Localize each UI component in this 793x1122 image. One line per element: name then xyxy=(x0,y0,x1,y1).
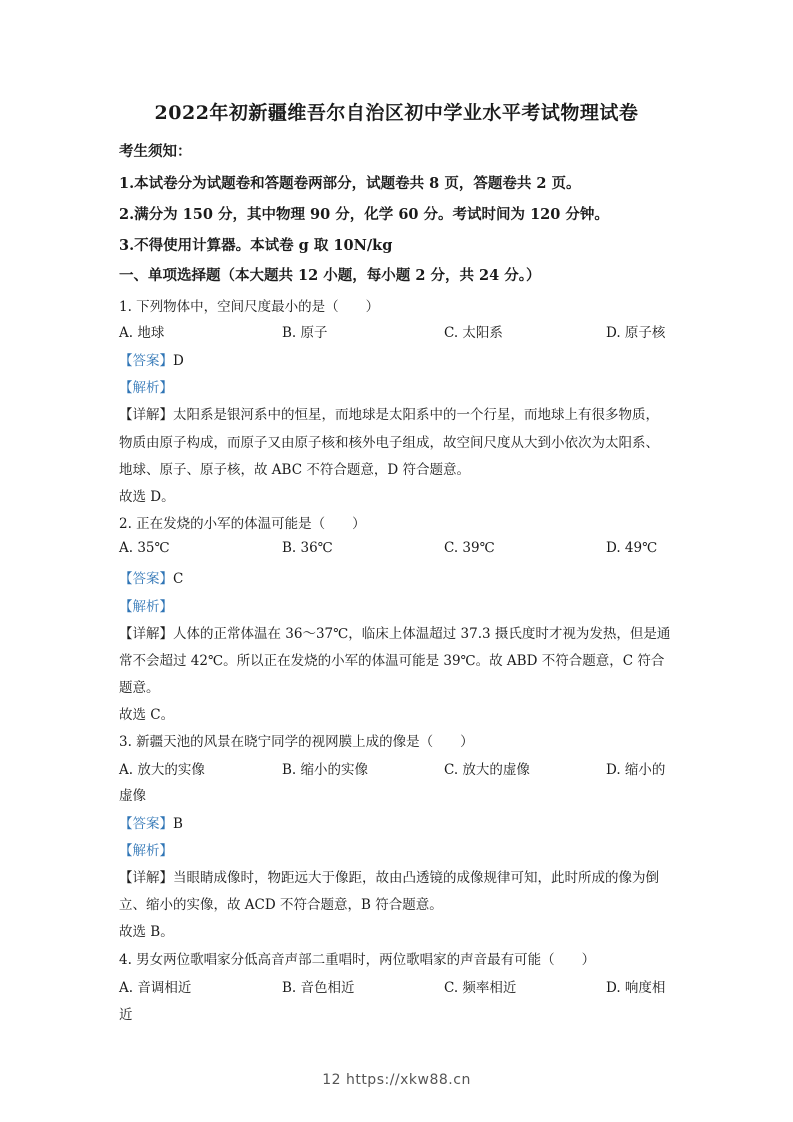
question-2-detail-line-1 xyxy=(119,622,679,642)
analysis-tag: 【解析】 xyxy=(119,380,173,396)
question-3-detail-line-1 xyxy=(119,866,679,886)
answer-tag: 【答案】 xyxy=(119,571,173,587)
question-1-stem: 1. 下列物体中，空间尺度最小的是（ ） xyxy=(119,299,380,315)
question-1-detail-line-1 xyxy=(119,403,679,423)
detail-tag: 【详解】 xyxy=(119,626,173,642)
question-3-option-a: A. 放大的实像 xyxy=(119,762,205,778)
notice-item-3: 3.不得使用计算器。本试卷 g 取 10N/kg xyxy=(119,237,393,254)
question-3-detail-line-2: 立、缩小的实像，故 ACD 不符合题意，B 符合题意。 xyxy=(119,897,443,913)
detail-tag: 【详解】 xyxy=(119,407,173,423)
page-title: 2022年初新疆维吾尔自治区初中学业水平考试物理试卷 xyxy=(154,102,639,124)
question-1-option-c: C. 太阳系 xyxy=(444,325,503,341)
question-4-option-a: A. 音调相近 xyxy=(119,980,192,996)
question-2-stem: 2. 正在发烧的小军的体温可能是（ ） xyxy=(119,516,366,532)
question-3-conclusion: 故选 B。 xyxy=(119,924,174,940)
question-2-analysis xyxy=(119,595,679,615)
question-1-detail-line-3: 地球、原子、原子核，故 ABC 不符合题意，D 符合题意。 xyxy=(119,462,470,478)
detail-text: 当眼睛成像时，物距远大于像距，故由凸透镜的成像规律可知，此时所成的像为倒 xyxy=(173,870,659,886)
answer-value: D xyxy=(173,353,184,369)
answer-tag: 【答案】 xyxy=(119,353,173,369)
notice-item-2: 2.满分为 150 分，其中物理 90 分，化学 60 分。考试时间为 120 分钟。 xyxy=(119,206,609,223)
question-1-answer xyxy=(119,349,679,369)
analysis-tag: 【解析】 xyxy=(119,843,173,859)
analysis-tag: 【解析】 xyxy=(119,599,173,615)
question-3-option-b: B. 缩小的实像 xyxy=(282,762,369,778)
detail-text: 人体的正常体温在 36～37℃，临床上体温超过 37.3 摄氏度时才视为发热，但是通 xyxy=(173,626,671,642)
question-3-analysis xyxy=(119,839,679,859)
question-1-conclusion: 故选 D。 xyxy=(119,489,175,505)
answer-value: C xyxy=(173,571,184,587)
detail-text: 太阳系是银河系中的恒星，而地球是太阳系中的一个行星，而地球上有很多物质， xyxy=(173,407,659,423)
question-1-analysis xyxy=(119,376,679,396)
question-3-stem: 3. 新疆天池的风景在晓宁同学的视网膜上成的像是（ ） xyxy=(119,734,474,750)
question-2-option-b: B. 36℃ xyxy=(282,540,333,556)
question-2-detail-line-2: 常不会超过 42℃。所以正在发烧的小军的体温可能是 39℃。故 ABD 不符合题意，C 符合 xyxy=(119,653,665,669)
detail-tag: 【详解】 xyxy=(119,870,173,886)
question-1-option-b: B. 原子 xyxy=(282,325,328,341)
answer-tag: 【答案】 xyxy=(119,816,173,832)
question-2-conclusion: 故选 C。 xyxy=(119,707,175,723)
question-3-option-wrap: 虚像 xyxy=(119,788,146,804)
section-heading: 一、单项选择题（本大题共 12 小题，每小题 2 分，共 24 分。） xyxy=(119,267,541,284)
question-3-answer xyxy=(119,812,679,832)
question-3-option-c: C. 放大的虚像 xyxy=(444,762,530,778)
question-2-detail-line-3: 题意。 xyxy=(119,680,160,696)
notice-heading: 考生须知： xyxy=(119,143,192,160)
answer-value: B xyxy=(173,816,183,832)
question-3-option-d: D. 缩小的 xyxy=(606,762,666,778)
question-4-stem: 4. 男女两位歌唱家分低高音声部二重唱时，两位歌唱家的声音最有可能（ ） xyxy=(119,952,596,968)
question-2-answer xyxy=(119,567,679,587)
question-4-option-b: B. 音色相近 xyxy=(282,980,355,996)
page-footer: 12 https://xkw88.cn xyxy=(322,1072,471,1088)
question-4-option-d: D. 响度相 xyxy=(606,980,666,996)
question-1-option-d: D. 原子核 xyxy=(606,325,666,341)
question-2-option-c: C. 39℃ xyxy=(444,540,495,556)
question-4-option-c: C. 频率相近 xyxy=(444,980,517,996)
question-2-option-d: D. 49℃ xyxy=(606,540,658,556)
question-4-option-wrap: 近 xyxy=(119,1007,133,1023)
question-1-detail-line-2: 物质由原子构成，而原子又由原子核和核外电子组成，故空间尺度从大到小依次为太阳系、 xyxy=(119,435,659,451)
question-2-option-a: A. 35℃ xyxy=(119,540,170,556)
question-1-option-a: A. 地球 xyxy=(119,325,165,341)
notice-item-1: 1.本试卷分为试题卷和答题卷两部分，试题卷共 8 页，答题卷共 2 页。 xyxy=(119,175,581,192)
